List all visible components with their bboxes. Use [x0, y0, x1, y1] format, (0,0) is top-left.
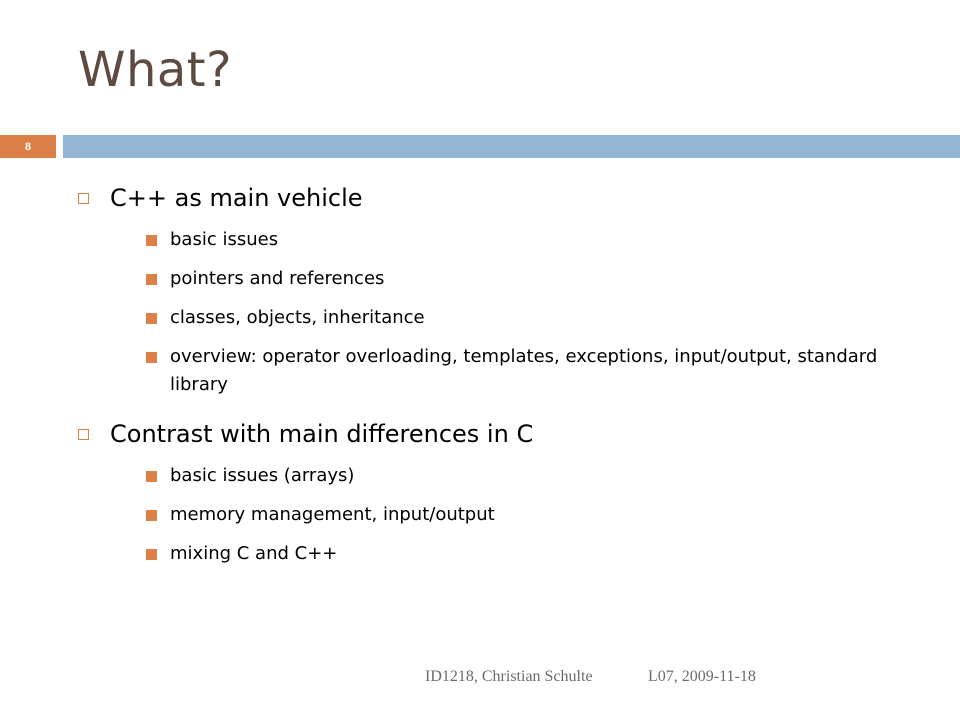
sub-bullet — [76, 265, 926, 293]
filled-square-bullet-icon — [146, 235, 157, 246]
hollow-square-bullet-icon — [78, 193, 89, 204]
filled-square-bullet-icon — [146, 510, 157, 521]
filled-square-bullet-icon — [146, 471, 157, 482]
sub-bullet — [76, 462, 926, 490]
filled-square-bullet-icon — [146, 313, 157, 324]
bullet-1-text: C++ as main vehicle — [110, 184, 363, 212]
sub-bullet — [76, 304, 926, 332]
bullet-1 — [76, 182, 926, 215]
sub-bullet — [76, 226, 926, 254]
sub-bullet — [76, 540, 926, 568]
sub-bullet-text: pointers and references — [170, 268, 385, 289]
filled-square-bullet-icon — [146, 274, 157, 285]
filled-square-bullet-icon — [146, 352, 157, 363]
title-accent-bar — [63, 135, 960, 158]
hollow-square-bullet-icon — [78, 429, 89, 440]
bullet-1-subitems — [76, 226, 926, 399]
footer-course-author: ID1218, Christian Schulte — [425, 668, 593, 685]
sub-bullet — [76, 343, 926, 399]
sub-bullet-text: basic issues (arrays) — [170, 465, 355, 486]
footer-lecture-date: L07, 2009-11-18 — [648, 668, 756, 685]
sub-bullet-text: memory management, input/output — [170, 504, 495, 525]
bullet-2-subitems — [76, 462, 926, 568]
sub-bullet-text: mixing C and C++ — [170, 543, 338, 564]
slide-number: 8 — [25, 139, 31, 153]
sub-bullet — [76, 501, 926, 529]
slide-number-badge — [0, 135, 56, 158]
bullet-2 — [76, 418, 926, 451]
filled-square-bullet-icon — [146, 549, 157, 560]
sub-bullet-text: classes, objects, inheritance — [170, 307, 425, 328]
slide-body — [76, 182, 926, 568]
slide-title: What? — [78, 42, 233, 98]
sub-bullet-text: overview: operator overloading, templates, exceptions, input/output, standard library — [170, 346, 878, 395]
bullet-2-text: Contrast with main differences in C — [110, 420, 534, 448]
sub-bullet-text: basic issues — [170, 229, 279, 250]
